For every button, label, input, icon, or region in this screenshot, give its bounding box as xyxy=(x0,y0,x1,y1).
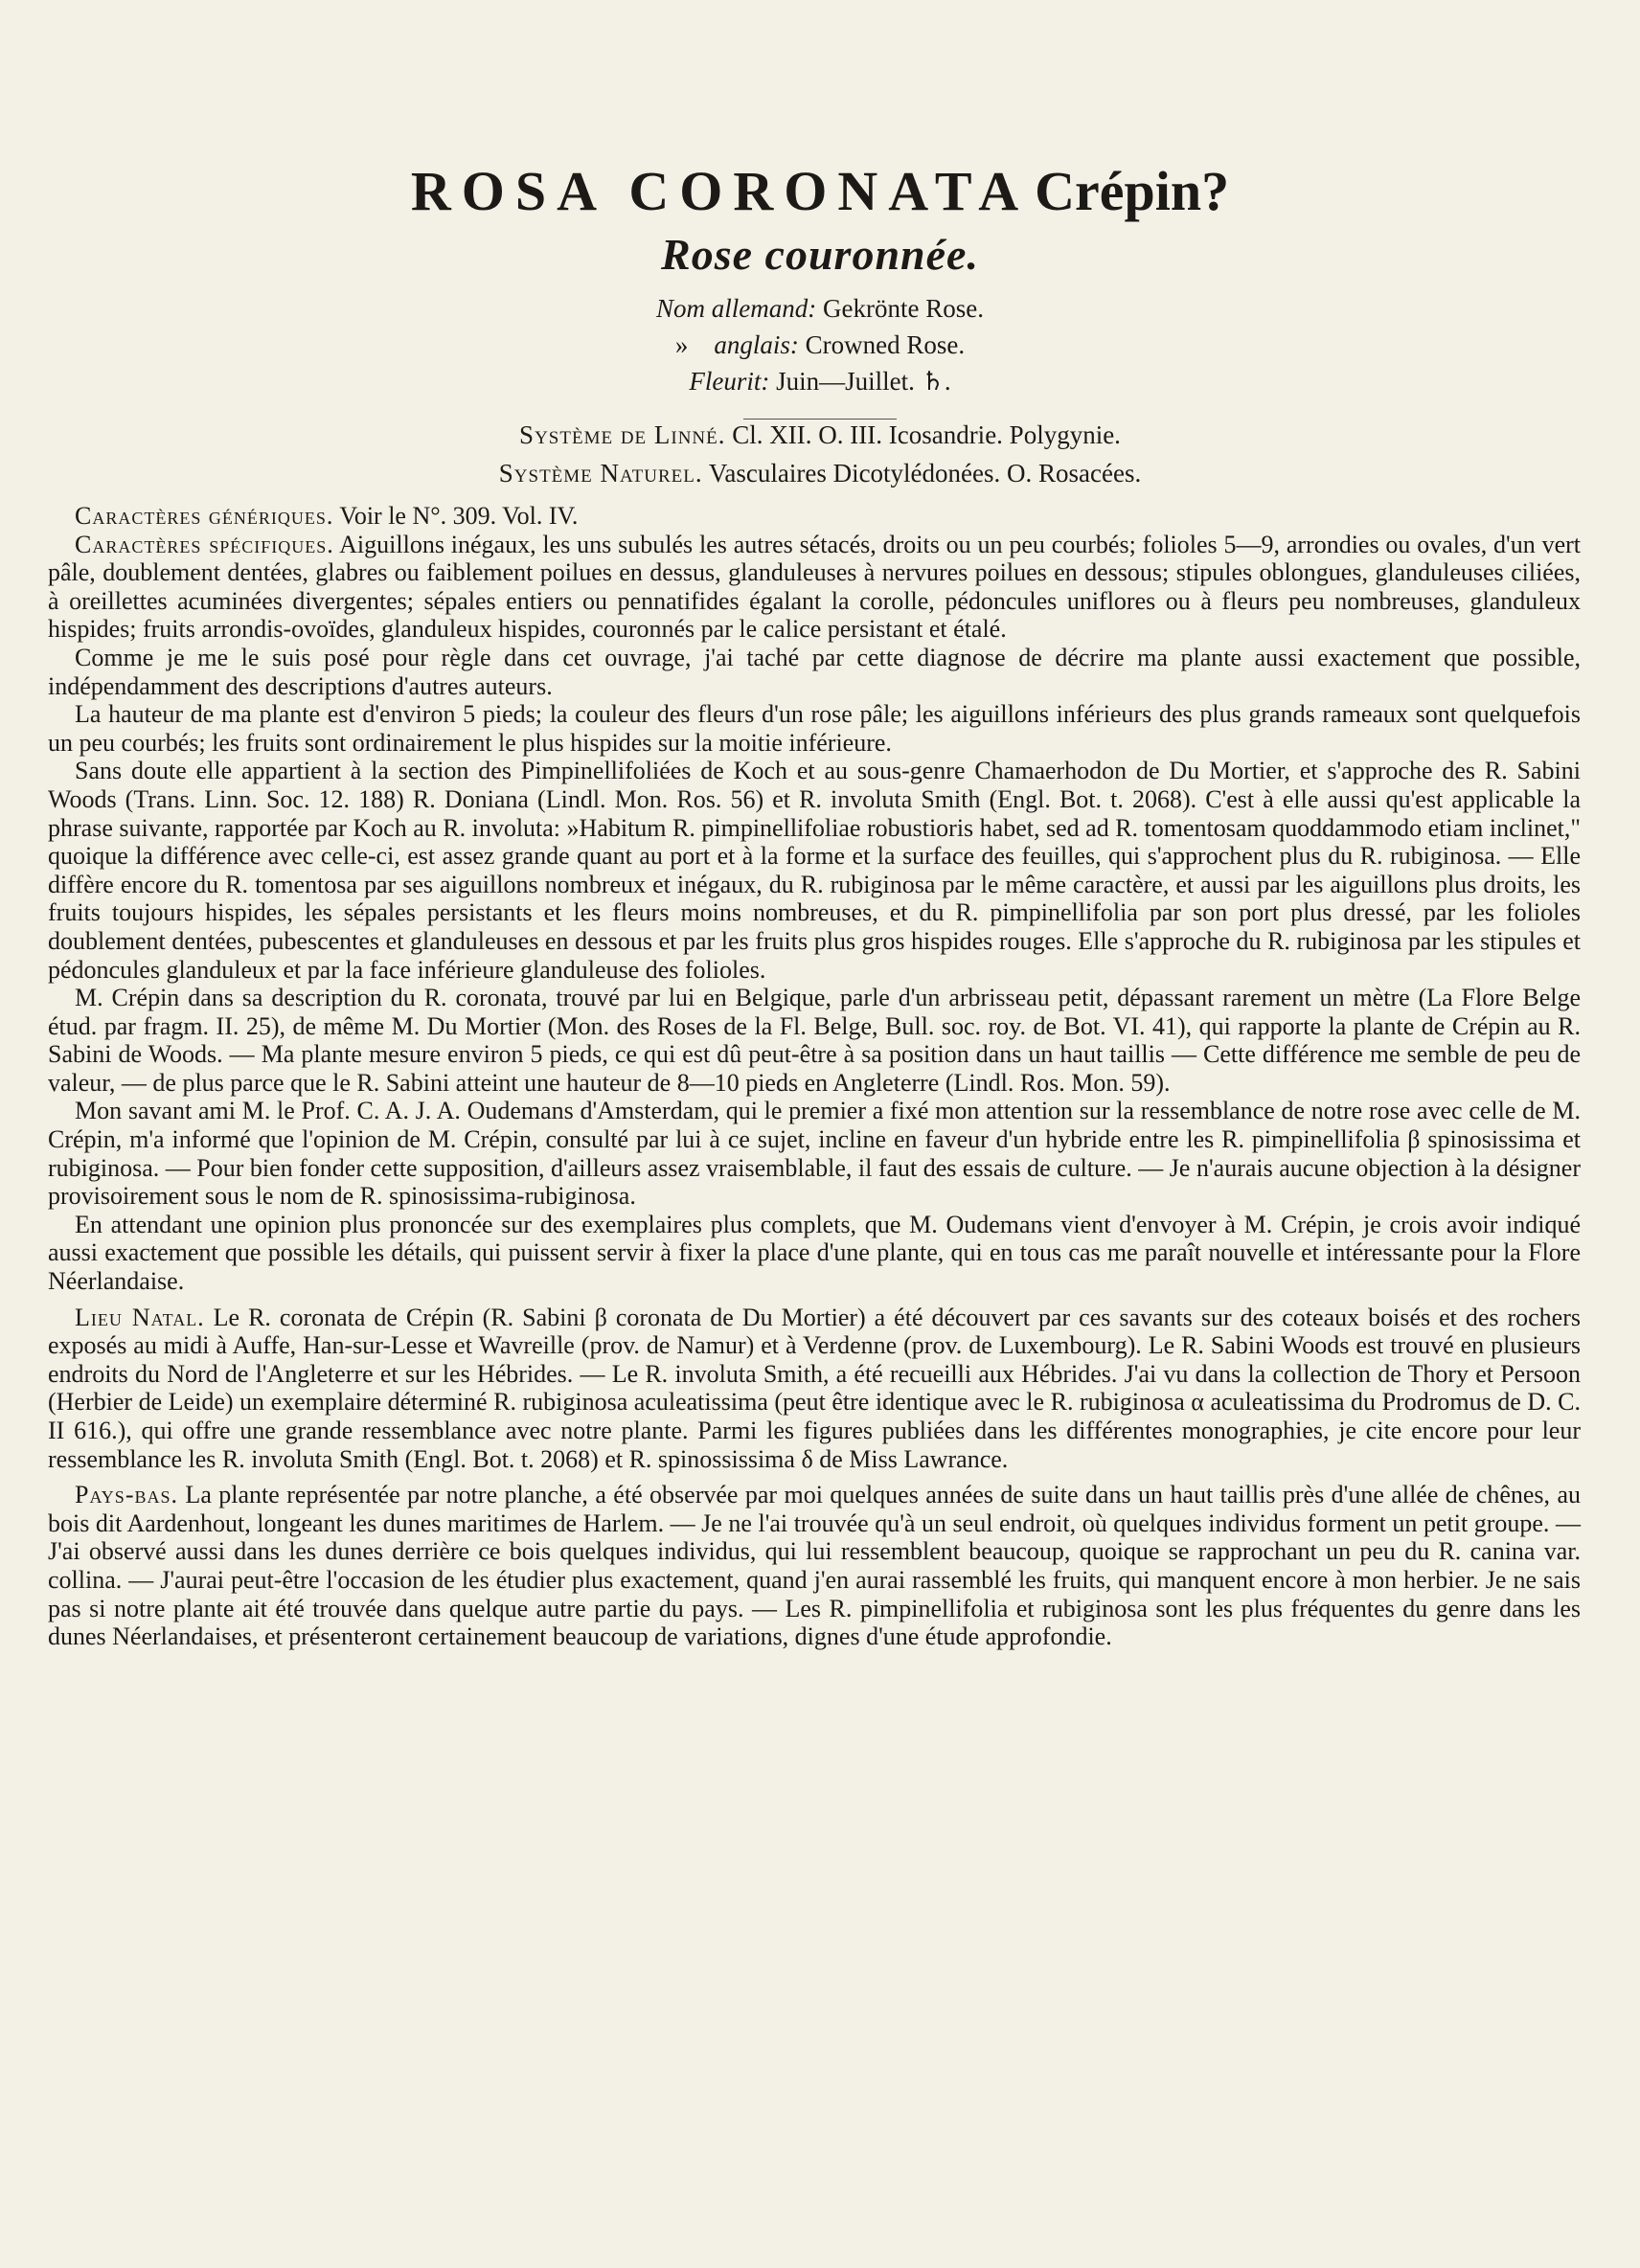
english-label: anglais: xyxy=(714,330,799,359)
flowering-value: Juin—Juillet. ♄. xyxy=(776,367,951,396)
paragraph-lead: Caractères génériques. xyxy=(75,502,334,530)
page-title xyxy=(0,158,1640,225)
german-name-row xyxy=(0,290,1640,327)
classification-block xyxy=(0,416,1640,492)
paragraph-text: Aiguillons inégaux, les uns subulés les autres sétacés, droits ou un peu courbés; folioles 5—9, arrondies ou ovales, d'un vert pâle, doublement dentées, glabres ou faiblement poilues en dessus, glanduleuses à nervures poilues en dessous; stipules oblongues, glanduleuses ciliées, à oreillettes acuminées divergentes; sépales entiers ou pennatifides égalant la corolle, pédoncules uniflores ou à fleurs peu nombreuses, glanduleux hispides; fruits arrondis-ovoïdes, glanduleux hispides, couronnés par le calice persistant et étalé. xyxy=(48,530,1581,644)
paragraph-text: Mon savant ami M. le Prof. C. A. J. A. Oudemans d'Amsterdam, qui le premier a fixé mon attention sur la ressemblance de notre rose avec celle de M. Crépin, m'a informé que l'opinion de M. Crépin, consulté par lui à ce sujet, incline en faveur d'un hybride entre les R. pimpinellifolia β spinosissima et rubiginosa. — Pour bien fonder cette supposition, d'ailleurs assez vraisemblable, il faut des essais de culture. — Je n'aurais aucune objection à la désigner provisoirement sous le nom de R. spinosissima-rubiginosa. xyxy=(48,1097,1581,1211)
paragraph-text: Comme je me le suis posé pour règle dans cet ouvrage, j'ai taché par cette diagnose de décrire ma plante aussi exactement que possible, indépendamment des descriptions d'autres auteurs. xyxy=(48,643,1581,700)
page-subtitle: Rose couronnée. xyxy=(661,230,979,279)
paragraph-text: Voir le N°. 309. Vol. IV. xyxy=(333,502,579,530)
natural-text: Vasculaires Dicotylédonées. O. Rosacées. xyxy=(708,459,1142,488)
paragraph xyxy=(48,1097,1581,1210)
paragraph-text: Sans doute elle appartient à la section des Pimpinellifoliées de Koch et au sous-genre Chamaerhodon de Du Mortier, et s'approche des R. Sabini Woods (Trans. Linn. Soc. 12. 188) R. Doniana (Lindl. Mon. Ros. 56) et R. involuta Smith (Engl. Bot. t. 2068). C'est à elle aussi qu'est applicable la phrase suivante, rapportée par Koch au R. involuta: »Habitum R. pimpinellifoliae robustioris habet, sed ad R. tomentosam quoddammodo etiam inclinet," quoique la différence avec celle-ci, est assez grande quant au port et à la forme et la surface des feuilles, qui s'approchent plus du R. rubiginosa. — Elle diffère encore du R. tomentosa par ses aiguillons nombreux et inégaux, du R. rubiginosa par le même caractère, et aussi par les aiguillons plus droits, les fruits toujours hispides, les sépales persistants et les fleurs moins nombreuses, et du R. pimpinellifolia par son port plus dressé, par les folioles doublement dentées, pubescentes et glanduleuses en dessous et par les fruits plus gros hispides rouges. Elle s'approche du R. rubiginosa par les stipules et pédoncules glanduleux et par la face inférieure glanduleuse des folioles. xyxy=(48,757,1581,984)
paragraph-lead: Pays-bas. xyxy=(75,1481,178,1509)
paragraph xyxy=(48,984,1581,1097)
paragraph-text: En attendant une opinion plus prononcée sur des exemplaires plus complets, que M. Oudemans vient d'envoyer à M. Crépin, je crois avoir indiqué aussi exactement que possible les détails, qui puissent servir à fixer la place d'une plante, qui en tous cas me paraît nouvelle et intéressante pour la Flore Néerlandaise. xyxy=(48,1210,1581,1296)
english-value: Crowned Rose. xyxy=(805,330,966,359)
title-author: Crépin? xyxy=(1035,160,1230,222)
flowering-row xyxy=(0,363,1640,399)
linne-text: Cl. XII. O. III. Icosandrie. Polygynie. xyxy=(732,420,1121,449)
paragraph xyxy=(48,502,1581,531)
paragraph-text: La hauteur de ma plante est d'environ 5 pieds; la couleur des fleurs d'un rose pâle; les aiguillons inférieurs des plus grands rameaux sont quelquefois un peu courbés; les fruits sont ordinairement le plus hispides sur la moitie inférieure. xyxy=(48,700,1581,757)
paragraph-lead: Caractères spécifiques. xyxy=(75,530,334,558)
linne-system xyxy=(0,416,1640,454)
paragraph xyxy=(48,1481,1581,1651)
paragraph xyxy=(48,1304,1581,1474)
paragraph xyxy=(48,644,1581,700)
linne-label: Système de Linné. xyxy=(519,420,726,449)
paragraph-text: M. Crépin dans sa description du R. coronata, trouvé par lui en Belgique, parle d'un arbrisseau petit, dépassant rarement un mètre (La Flore Belge étud. par fragm. II. 25), de même M. Du Mortier (Mon. des Roses de la Fl. Belge, Bull. soc. roy. de Bot. VI. 41), qui rapporte la plante de Crépin au R. Sabini de Woods. — Ma plante mesure environ 5 pieds, ce qui est dû peut-être à sa position dans un haut taillis — Cette différence me semble de peu de valeur, — de plus parce que le R. Sabini atteint une hauteur de 8—10 pieds en Angleterre (Lindl. Ros. Mon. 59). xyxy=(48,984,1581,1097)
paragraph xyxy=(48,700,1581,757)
paragraph xyxy=(48,531,1581,644)
paragraph xyxy=(48,757,1581,984)
german-value: Gekrönte Rose. xyxy=(823,294,984,323)
title-block xyxy=(0,158,1640,420)
common-names xyxy=(0,290,1640,399)
english-name-row xyxy=(0,327,1640,363)
natural-label: Système Naturel. xyxy=(498,459,703,488)
paragraph xyxy=(48,1211,1581,1296)
paragraph-text: La plante représentée par notre planche, a été observée par moi quelques années de suite dans un haut taillis près d'une allée de chênes, au bois dit Aardenhout, longeant les dunes maritimes de Harlem. — Je ne l'ai trouvée qu'à un seul endroit, où quelques individus forment un petit groupe. — J'ai observé aussi dans les dunes derrière ce bois quelques individus, qui lui ressemblent beaucoup, quoique se rapprochant un peu du R. canina var. collina. — J'aurai peut-être l'occasion de les étudier plus exactement, quand j'en aurai rassemblé les fruits, qui manquent encore à mon herbier. Je ne sais pas si notre plante ait été trouvée dans quelque autre partie du pays. — Les R. pimpinellifolia et rubiginosa sont les plus fréquentes du genre dans les dunes Néerlandaises, et présenteront certainement beaucoup de variations, dignes d'une étude approfondie. xyxy=(48,1481,1581,1651)
body-text xyxy=(48,502,1581,1651)
paragraph-text: Le R. coronata de Crépin (R. Sabini β coronata de Du Mortier) a été découvert par ces savants sur des coteaux boisés et des rochers exposés au midi à Auffe, Han-sur-Lesse et Wavreille (prov. de Namur) et à Verdenne (prov. de Luxembourg). Le R. Sabini Woods est trouvé en plusieurs endroits du Nord de l'Angleterre et sur les Hébrides. — Le R. involuta Smith, a été recueilli aux Hébrides. J'ai vu dans la collection de Thory et Persoon (Herbier de Leide) un exemplaire déterminé R. rubiginosa aculeatissima (peut être identique avec le R. rubiginosa α aculeatissima du Prodromus de D. C. II 616.), qui offre une grande ressemblance avec notre plante. Parmi les figures publiées dans les différentes monographies, je cite encore pour leur ressemblance les R. involuta Smith (Engl. Bot. t. 2068) et R. spinossissima δ de Miss Lawrance. xyxy=(48,1303,1581,1473)
flowering-label: Fleurit: xyxy=(689,367,770,396)
german-label: Nom allemand: xyxy=(656,294,817,323)
natural-system xyxy=(0,454,1640,492)
english-prefix: » xyxy=(674,330,689,359)
paragraph-lead: Lieu Natal. xyxy=(75,1303,205,1331)
title-main: ROSA CORONATA xyxy=(410,160,1030,222)
